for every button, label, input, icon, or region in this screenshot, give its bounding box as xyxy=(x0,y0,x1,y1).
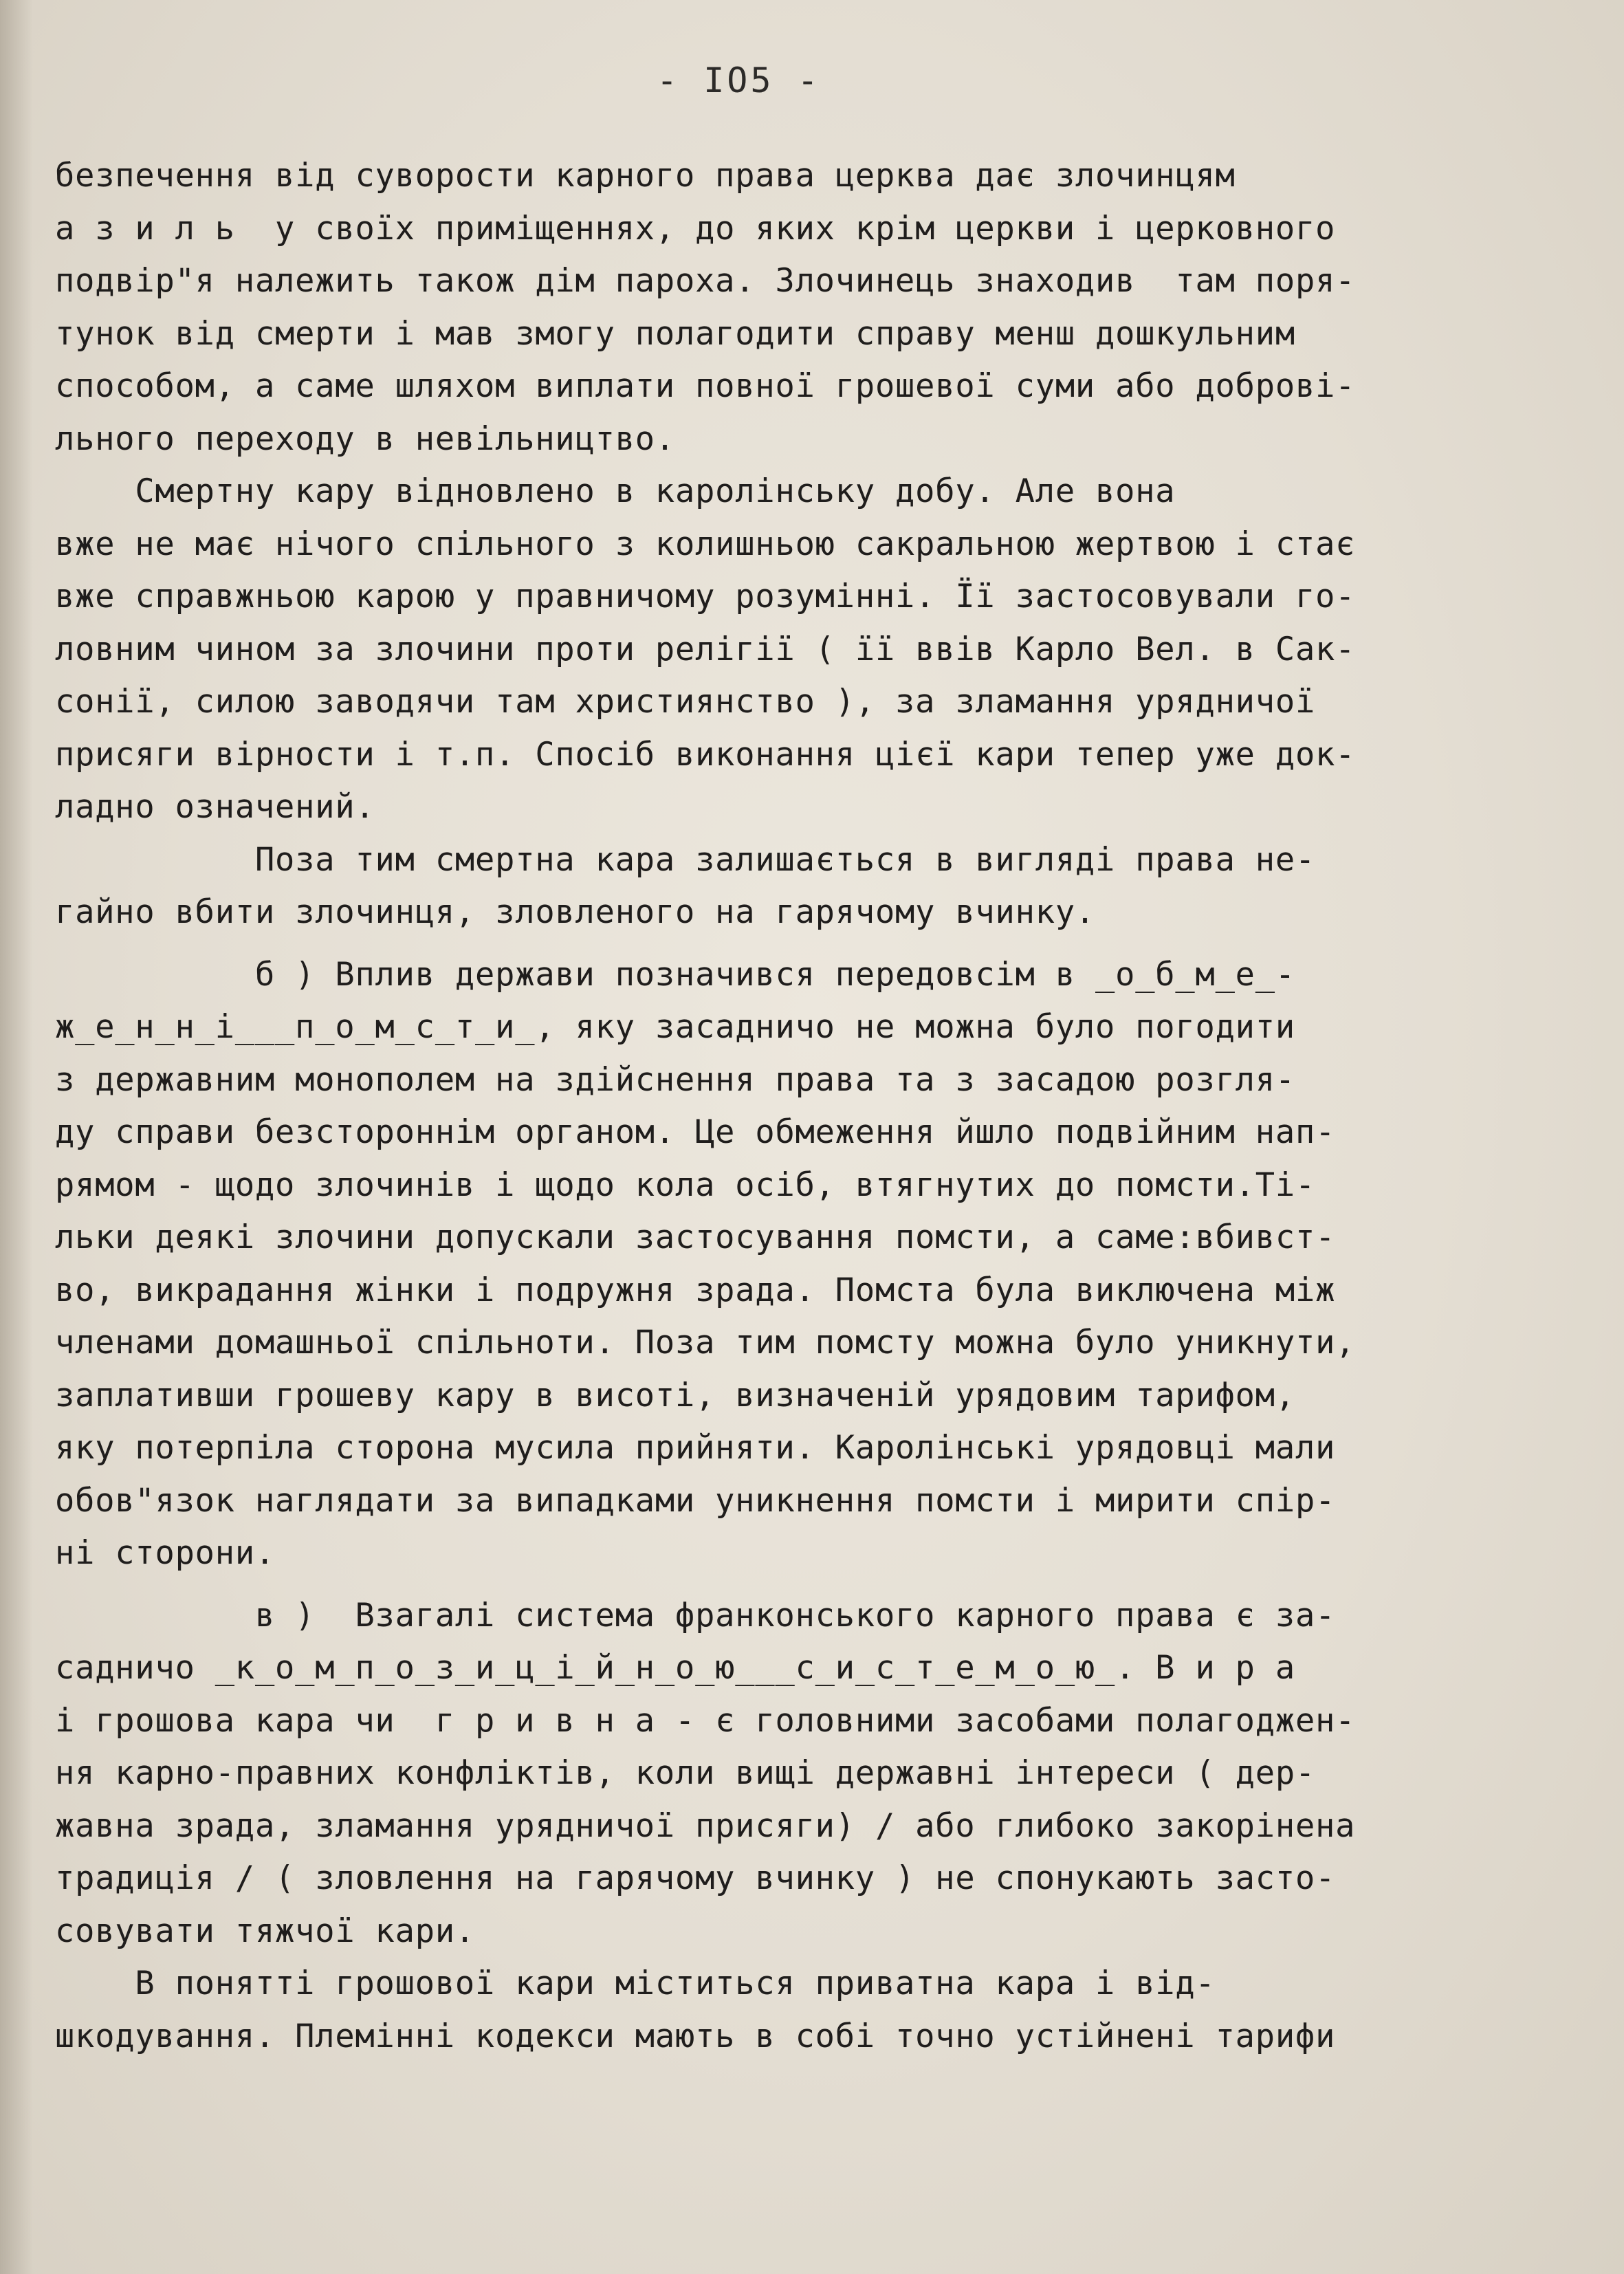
page-number: - IO5 - xyxy=(657,61,821,100)
text-line: ні сторони. xyxy=(55,1534,276,1572)
text-line: шкодування. Племінні кодекси мають в собі точно устійнені тарифи xyxy=(55,2017,1336,2055)
text-line: вже не має нічого спільного з колишньою сакральною жертвою і стає xyxy=(55,525,1356,563)
text-line: гайно вбити злочинця, зловленого на гарячому вчинку. xyxy=(55,893,1096,931)
text-line: садничо _к_о_м_п_о_з_и_ц_і_й_н_о_ю___с_и_с_т_е_м_о_ю_. В и р а xyxy=(55,1649,1295,1687)
text-line: жавна зрада, зламання урядничої присяги) / або глибоко закорінена xyxy=(55,1806,1356,1845)
text-line: присяги вірности і т.п. Спосіб виконання цієї кари тепер уже док- xyxy=(55,735,1356,774)
text-line: способом, а саме шляхом виплати повної грошевої суми або доброві- xyxy=(55,367,1356,405)
text-line: сонії, силою заводячи там християнство ), за зламання урядничої xyxy=(55,683,1316,721)
binding-shadow xyxy=(0,0,33,2274)
paragraph-gap xyxy=(55,939,1588,949)
text-line: ж_е_н_н_і___п_о_м_с_т_и_, яку засадничо не можна було погодити xyxy=(55,1008,1295,1046)
text-line: обов"язок наглядати за випадками уникнення помсти і мирити спір- xyxy=(55,1481,1336,1520)
text-line: заплативши грошеву кару в висоті, визначеній урядовим тарифом, xyxy=(55,1376,1295,1414)
text-line: рямом - щодо злочинів і щодо кола осіб, втягнутих до помсти.Ті- xyxy=(55,1166,1316,1204)
text-line: в ) Взагалі система франконського карного права є за- xyxy=(55,1596,1336,1635)
text-line: льного переходу в невільництво. xyxy=(55,419,675,458)
text-line: Смертну кару відновлено в каролінську добу. Але вона xyxy=(55,472,1176,510)
text-line: Поза тим смертна кара залишається в вигляді права не- xyxy=(55,840,1316,879)
text-line: вже справжньою карою у правничому розумінні. Її застосовували го- xyxy=(55,578,1356,615)
text-line: ловним чином за злочини проти релігії ( її ввів Карло Вел. в Сак- xyxy=(55,630,1356,668)
text-line: і грошова кара чи г р и в н а - є головними засобами полагоджен- xyxy=(55,1701,1356,1740)
text-line: ладно означений. xyxy=(55,788,375,826)
text-line: совувати тяжчої кари. xyxy=(55,1912,476,1950)
typewritten-text xyxy=(55,150,1588,2063)
paragraph-gap xyxy=(55,1580,1588,1590)
text-line: безпечення від суворости карного права церква дає злочинцям xyxy=(55,157,1236,195)
text-line: В понятті грошової кари міститься приватна кара і від- xyxy=(55,1965,1216,2002)
text-line: подвір"я належить також дім пароха. Злочинець знаходив там поря- xyxy=(55,262,1356,300)
text-line: членами домашньої спільноти. Поза тим помсту можна було уникнути, xyxy=(55,1324,1356,1362)
text-line: ня карно-правних конфліктів, коли вищі державні інтереси ( дер- xyxy=(55,1754,1316,1792)
text-line: традиція / ( зловлення на гарячому вчинку ) не спонукають засто- xyxy=(55,1859,1336,1897)
text-line: во, викрадання жінки і подружня зрада. Помста була виключена між xyxy=(55,1271,1336,1309)
text-line: ду справи безстороннім органом. Це обмеження йшло подвійним нап- xyxy=(55,1113,1336,1151)
text-line: б ) Вплив держави позначився передовсім в _о_б_м_е_- xyxy=(55,955,1295,994)
text-line: з державним монополем на здійснення права та з засадою розгля- xyxy=(55,1060,1295,1099)
text-line: льки деякі злочини допускали застосування помсти, а саме:вбивст- xyxy=(55,1218,1336,1256)
text-line: тунок від смерти і мав змогу полагодити справу менш дошкульним xyxy=(55,314,1295,353)
text-line: яку потерпіла сторона мусила прийняти. Каролінські урядовці мали xyxy=(55,1429,1336,1467)
text-line: а з и л ь у своїх приміщеннях, до яких крім церкви і церковного xyxy=(55,209,1336,248)
